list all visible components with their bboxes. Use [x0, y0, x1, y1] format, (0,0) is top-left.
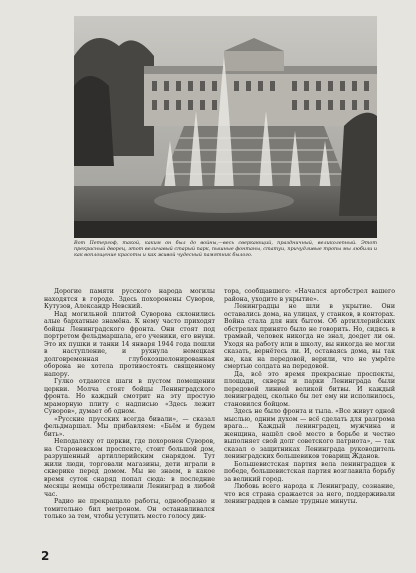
paragraph: «Русские прусских всегда бивали», — сказал фельдмаршал. Мы прибавляем: «Бьём и будем бить».: [44, 415, 215, 438]
left-column: [44, 288, 215, 521]
paragraph: Да, всё это время прекрасные проспекты, площади, скверы и парки Ленинграда были передовой линией великой битвы. И каждый ленинградец, сколько бы лет ему ни исполнилось, становился бойцом.: [224, 370, 395, 408]
paragraph: Дорогие памяти русского народа могилы находятся в городе. Здесь похоронены Суворов, Кутузов, Александр Невский.: [44, 288, 215, 310]
palace-fountain-photo: [74, 16, 377, 238]
paragraph: Здесь не было фронта и тыла. «Все живут одной мыслью, одним духом — всё сделать для разгрома врага... Каждый ленинградец, мужчина и женщина, нашёл своё место в борьбе и честно выполняет свой долг советского патриота», — так сказал о защитниках Ленинграда руководитель ленинградских большевиков товарищ Жданов.: [224, 408, 395, 460]
paragraph: Гулко отдаются шаги в пустом помещении церкви. Молча стоят бойцы Ленинградского фронта. Но каждый смотрит на эту простую мраморную плиту с надписью «Здесь лежит Суворов», думает об одном.: [44, 378, 215, 415]
paragraph: тора, сообщавшего: «Начался артобстрел вашего района, уходите в укрытие».: [224, 288, 395, 303]
paragraph: Над могильной плитой Суворова склонились алые бархатные знамёна. К нему часто приходят бойцы Ленинградского фронта. Они стоят под портретом фельдмаршала, его ученики, его внуки. Это их пушки и танки 14 января 1944 года пошли в наступление, и рухнула немецкая долговременная глубокоэшелонированная оборона не хотела противостоять священному напору.: [44, 310, 215, 378]
photo-caption: Вот Петергоф, такой, каким он был до войны,—весь сверкающий, праздничный, великолепный. Этот прекрасный дворец, этот величавый старый парк, пышные фонтаны, статуи, причудливые тропы мы любили и как воплощение красоты и как живой чудесный памятник былого.: [74, 240, 377, 258]
paragraph: Ленинградцы не шли в укрытие. Они оставались дома, на улицах, у станков, в конторах. Война стала для них бытом. Об артиллерийских обстрелах принято было не говорить. Но, сидясь в трамвай, человек никогда не знал, доедет ли он. Уходя на работу или в школу, вы никогда не могли сказать, вернётесь ли. И, оставаясь дома, вы так же, как на передовой, верили, что не умрёте смертью солдата на передовой.: [224, 303, 395, 370]
paragraph: Неподалеку от церкви, где похоронен Суворов, на Староневском проспекте, стоит большой дом, разрушенный артиллерийским снарядом. Тут жили люди, торговали магазины, дети играли в скверике перед домом. Мы не знаем, в какое время суток снаряд попал сюда: в последние месяцы немцы обстреливали Ленинград в любой час.: [44, 438, 215, 498]
right-column: [224, 288, 395, 506]
page-number: 2: [41, 549, 50, 563]
paragraph: Любовь всего народа к Ленинграду, сознание, что вся страна сражается за него, поддерживали ленинградцев в самые трудные минуты.: [224, 483, 395, 505]
paragraph: Радио не прекращало работы, однообразно и томительно бил метроном. Он останавливался только за тем, чтобы уступить место голосу дик-: [44, 498, 215, 520]
paragraph: Большевистская партия вела ленинградцев к победе, большевистская партия возглавила борьбу за великий город.: [224, 460, 395, 483]
